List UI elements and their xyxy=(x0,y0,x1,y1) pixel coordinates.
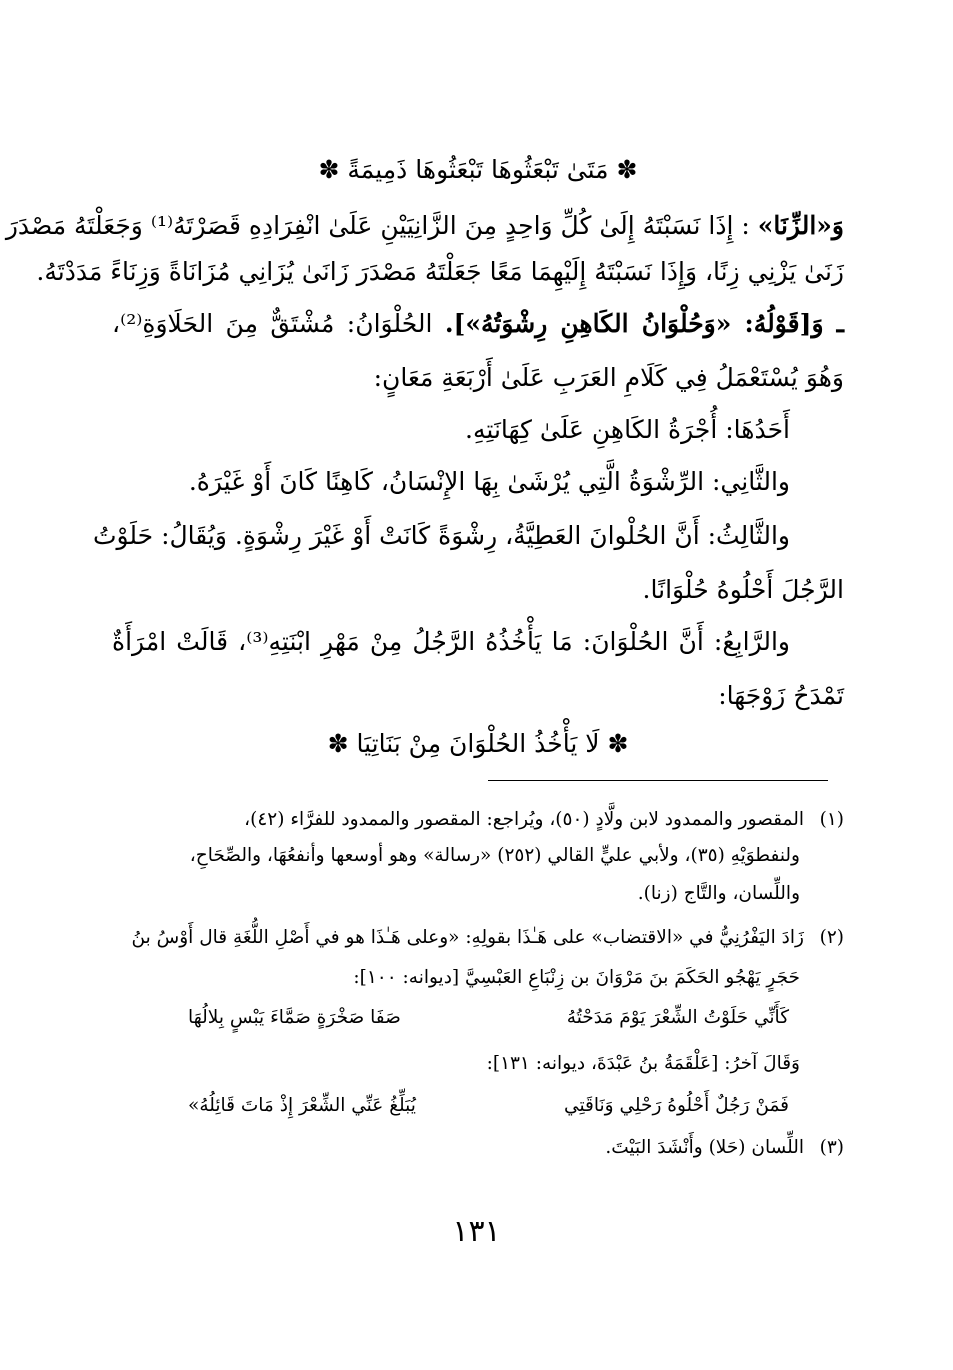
footnote-1-line-2: ولنفطوَيْهِ (٣٥)، ولأبي عليٍّ القالي (٢٥٢) «رسالة» وهو أوسعها وأنفعُهَا، والصِّحَاحِ، xyxy=(189,845,800,866)
meaning-1: أَحَدُهَا: أُجْرَةُ الكَاهِنِ عَلَىٰ كِهَانَتِهِ. xyxy=(465,415,790,444)
footnote-2-number: (٢) xyxy=(819,927,844,948)
footnote-3-line-1 xyxy=(112,1132,844,1166)
footnote-3-text: اللِّسان (حَلا) وأَنْشَدَ البَيْتَ. xyxy=(605,1137,804,1158)
paragraph-hulwan-text: الحُلْوَانُ: مُشْتَقٌّ مِنَ الحَلَاوَةِ⁽²⁾، xyxy=(112,309,433,338)
verse-2-second-hemistich: يُبَلِّغُ عَنِّي الشِّعْرَ إِذْ مَاتَ قَائِلُهُ» xyxy=(188,1095,416,1116)
footnote-2-text: زَادَ اليَفْرُنِيُّ في «الاقتضاب» على هَـٰذَا بقولِهِ: «وعلى هَـٰذَا هو في أَصْلِ اللُّغَةِ قال أَوْسُ بنُ xyxy=(131,927,804,948)
meaning-2: والثَّانِي: الرِّشْوَةُ الَّتِي يُرْشَىٰ بِهَا الإِنْسَانُ، كَاهِنًا كَانَ أَوْ غَيْرَهُ. xyxy=(188,467,790,496)
paragraph-zina-line-2: زَنَىٰ يَزْنِي زِنًا، وَإِذَا نَسَبْتَهُ إِلَيْهِمَا مَعًا جَعَلْتَهُ مَصْدَرَ زَانَىٰ يُزَانِي مُزَانَاةً وَزِنَاءً مَدَدْتَهُ. xyxy=(36,257,844,286)
poem-verse-2: ✽ لَا يَأْخُذُ الحُلْوَانَ مِنْ بَنَاتِيَا ✽ xyxy=(327,729,629,758)
paragraph-zina-text: : إِذَا نَسَبْتَهُ إِلَىٰ كُلِّ وَاحِدٍ مِنَ الزَّانِيَيْنِ عَلَىٰ انْفِرَادِهِ قَصَرْتَهُ⁽¹⁾ وَجَعَلْتَهُ مَصْدَرَ xyxy=(5,211,750,240)
meaning-3-line-1: والثَّالِثُ: أَنَّ الحُلْوانَ العَطِيَّةُ، رِشْوَةً كَانَتْ أَوْ غَيْرَ رِشْوَةٍ. وَيُقَالُ: حَلَوْتُ xyxy=(92,521,790,550)
footnote-1-line-3: واللِّسان، والتَّاج (زنا). xyxy=(637,883,800,904)
page-number: ١٣١ xyxy=(452,1214,501,1249)
footnote-1-text: المقصور والممدود لابن ولَّادٍ (٥٠)، ويُراجع: المقصور والممدود للفرَّاء (٤٢)، xyxy=(244,809,804,830)
meaning-3-line-2: الرَّجُلَ أَحْلُوهُ حُلْوَانًا. xyxy=(642,575,844,604)
paragraph-hulwan-line-1 xyxy=(112,302,844,346)
footnote-3-number: (٣) xyxy=(819,1137,844,1158)
poem-verse-1: ✽ مَتَىٰ تَبْعَثُوهَا تَبْعَثُوهَا ذَمِيمَةً ✽ xyxy=(318,155,638,184)
verse-1-first-hemistich: كَأَنِّي حَلَوْتُ الشِّعْرَ يَوْمَ مَدَحْتُهُ xyxy=(566,1007,789,1028)
meaning-4-line-2: تَمْدَحُ زَوْجَهَا: xyxy=(718,681,844,710)
verse-2-first-hemistich: فَمَنْ رَجُلٌ أَحْلُوهُ رَحْلِي وَنَاقَتِي xyxy=(564,1095,789,1116)
footnote-1-line-1 xyxy=(112,804,844,838)
quoted-heading: ـ وَ[قَوْلُهُ: «وَحُلْوَانُ الكَاهِنِ رِشْوَتُهُ»]. xyxy=(444,309,844,338)
verse-1-second-hemistich: صَفَا صَخْرَةٍ صَمَّاءَ يَبْسٍ بِلالُهَا xyxy=(188,1007,401,1028)
paragraph-hulwan-line-2: وَهُوَ يُسْتَعْمَلُ فِي كَلَامِ العَرَبِ عَلَىٰ أَرْبَعَةِ مَعَانٍ: xyxy=(373,363,844,392)
footnote-separator xyxy=(488,780,828,781)
paragraph-zina-line-1 xyxy=(5,204,844,248)
footnote-2-line-3: وَقَالَ آخرُ: [عَلْقَمَةُ بنُ عَبْدَةَ، ديوانه: ١٣١]: xyxy=(486,1053,800,1074)
meaning-4-line-1: والرَّابِعُ: أَنَّ الحُلْوَانَ: مَا يَأْخُذُهُ الرَّجُلُ مِنْ مَهْرِ ابْنَتِهِ⁽³⁾، قَالَتْ امْرَأَةٌ xyxy=(112,627,790,656)
term-zina: وَ«الزِّنَا» xyxy=(757,211,844,240)
footnote-2-line-2: حَجَرٍ يَهْجُو الحَكَمَ بنَ مَرْوَانَ بن زِنْبَاعِ العَبْسِيَّ [ديوانه: ١٠٠]: xyxy=(353,967,800,988)
footnote-2-line-1 xyxy=(112,922,844,956)
footnote-1-number: (١) xyxy=(819,809,844,830)
